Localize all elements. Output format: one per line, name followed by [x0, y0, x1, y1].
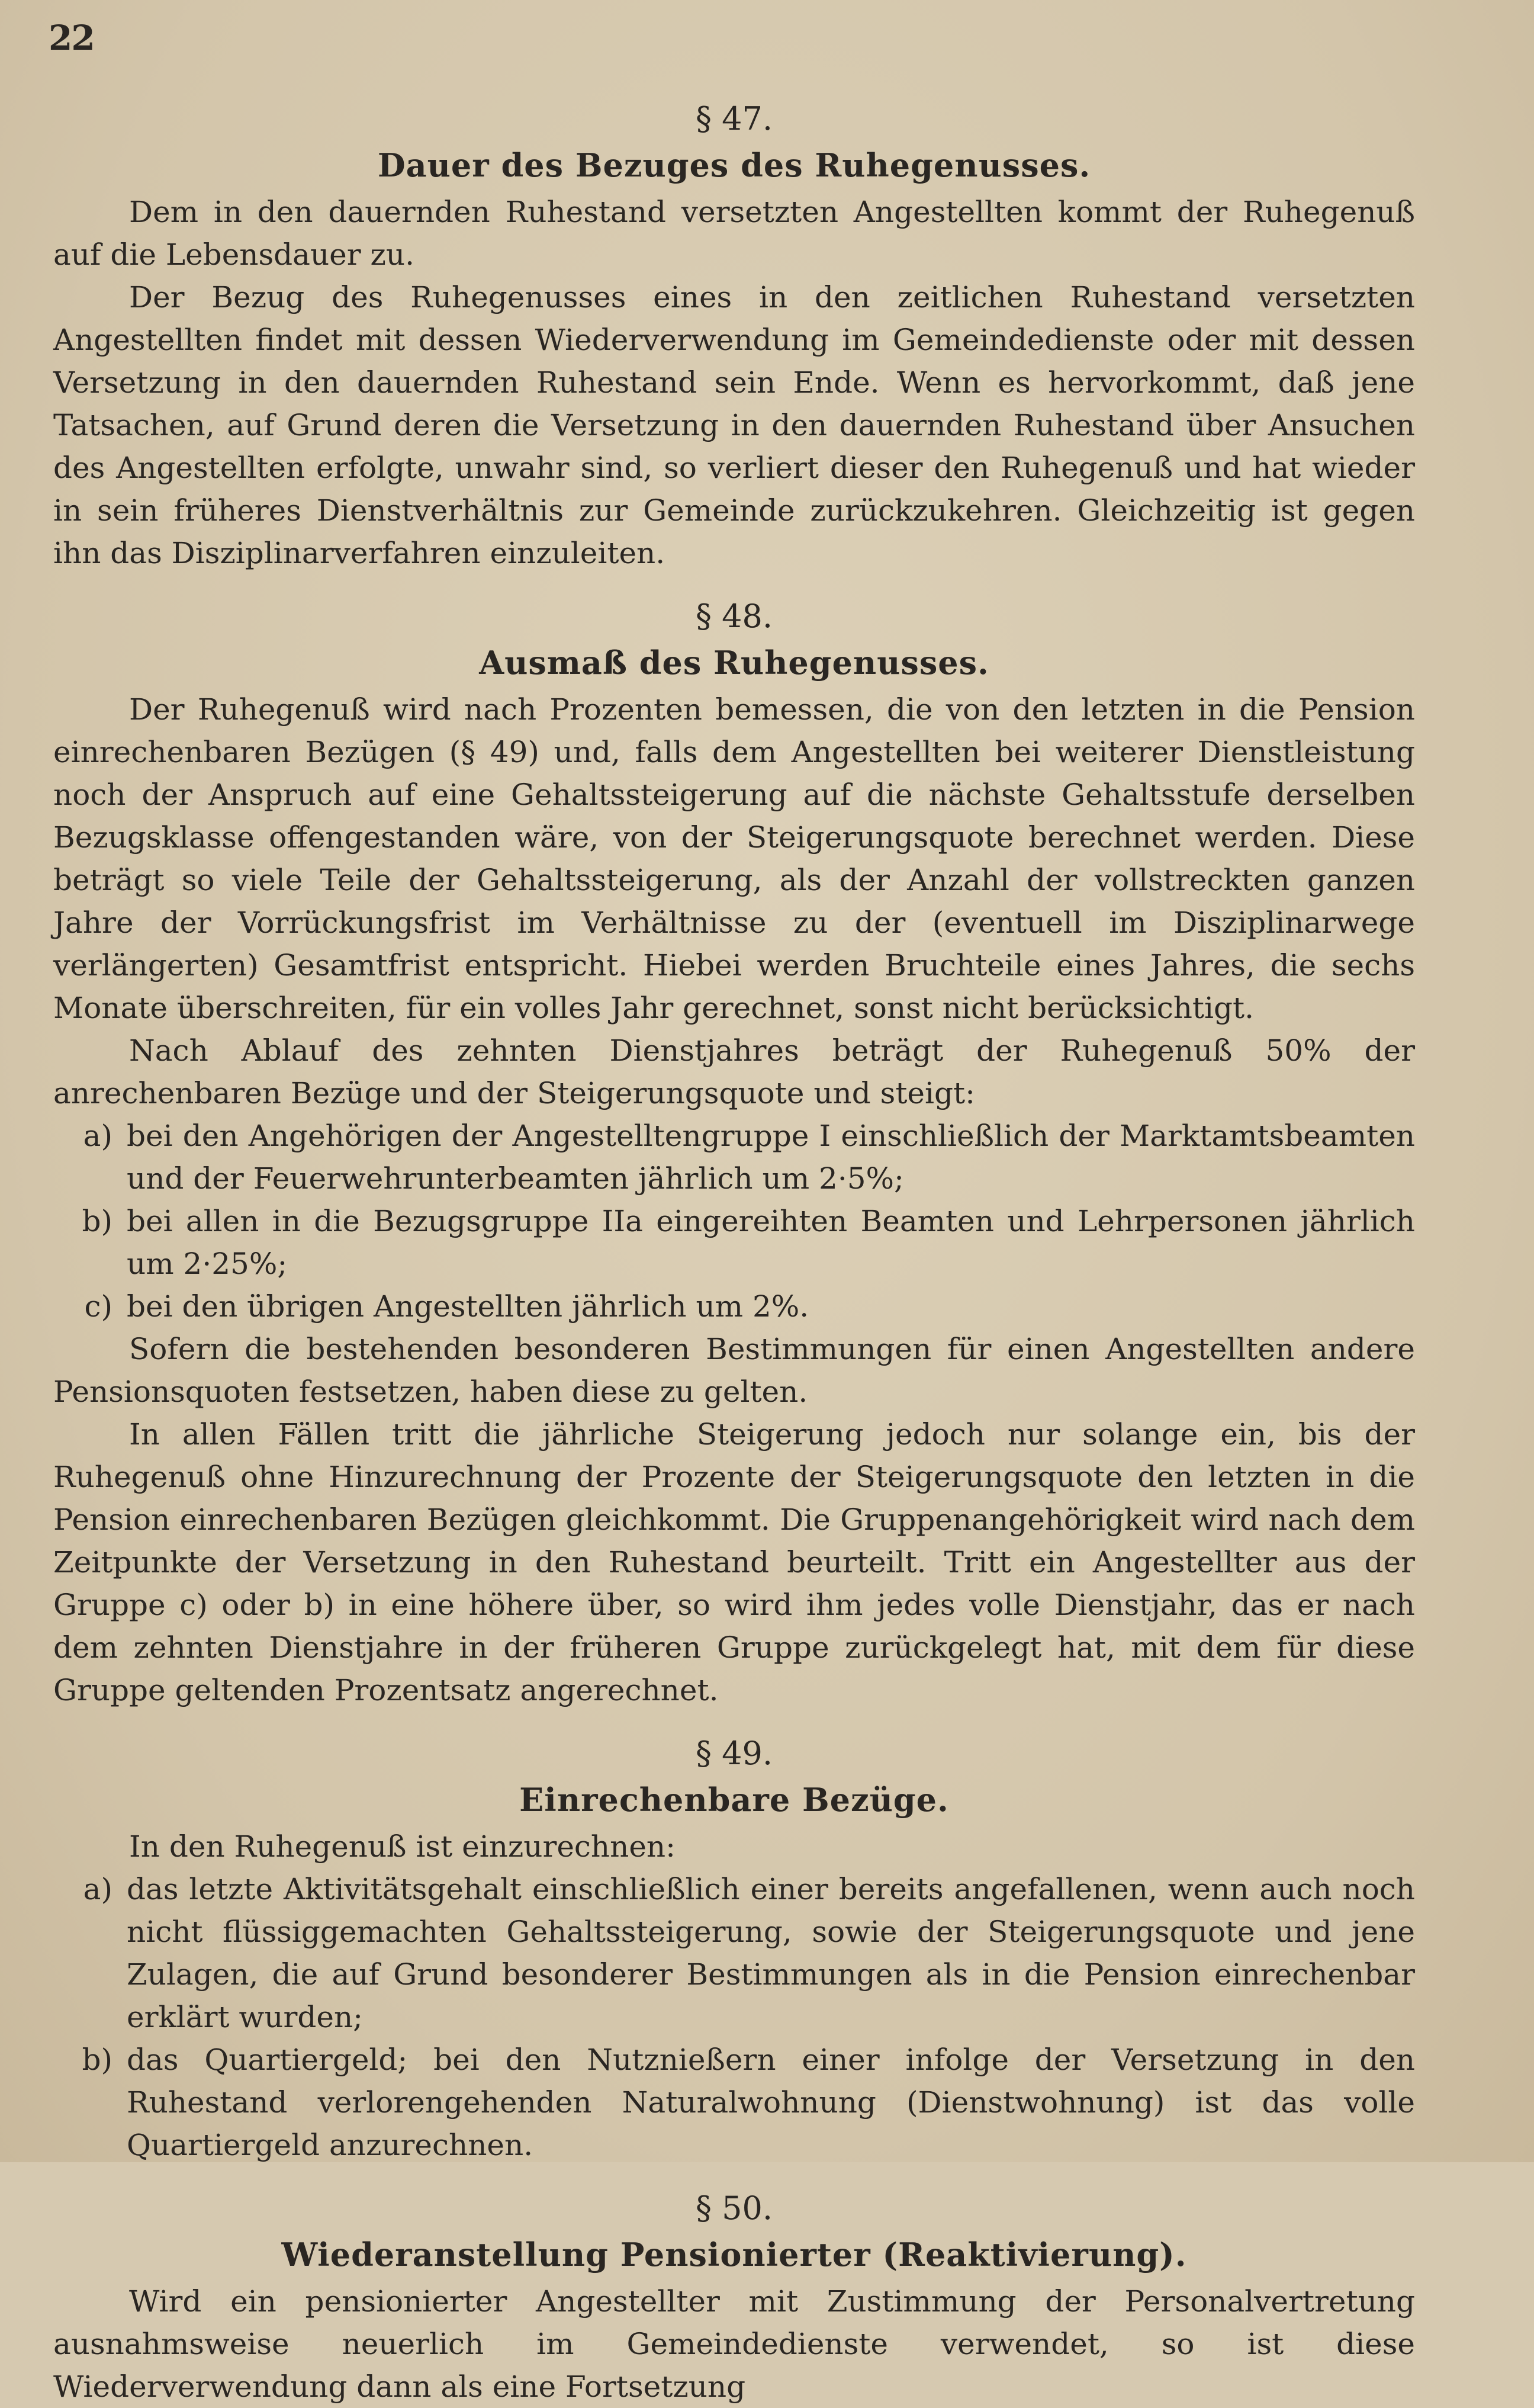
list-item [53, 1285, 1415, 1328]
paragraph: Dem in den dauernden Ruhestand versetzten Angestellten kommt der Ruhegenuß auf die Lebensdauer zu. [53, 195, 1415, 272]
page-content [53, 95, 1415, 2408]
section-48 [53, 592, 1415, 1712]
paragraph: In allen Fällen tritt die jährliche Steigerung jedoch nur solange ein, bis der Ruhegenuß ohne Hinzurechnung der Prozente der Steigerungsquote den letzten in die Pension einrechenbaren Bezügen gleichkommt. Die Gruppenangehörigkeit wird nach dem Zeitpunkte der Versetzung in den Ruhestand beurteilt. Tritt ein Angestellter aus der Gruppe c) oder b) in eine höhere über, so wird ihm jedes volle Dienstjahr, das er nach dem zehnten Dienstjahre in der früheren Gruppe zurückgelegt hat, mit dem für diese Gruppe geltenden Prozentsatz angerechnet. [53, 1417, 1415, 1707]
section-number: § 48. [695, 598, 773, 635]
list-item-label: c) [84, 1289, 112, 1324]
list-item-text: das Quartiergeld; bei den Nutznießern einer infolge der Versetzung in den Ruhestand verlorengehenden Naturalwohnung (Dienstwohnung) ist das volle Quartiergeld anzurechnen. [127, 2043, 1415, 2162]
list-item-label: b) [82, 1204, 112, 1238]
section-heading: Ausmaß des Ruhegenusses. [479, 644, 989, 682]
section-heading: Wiederanstellung Pensionierter (Reaktivierung). [281, 2236, 1187, 2274]
section-49 [53, 1729, 1415, 2166]
paragraph: In den Ruhegenuß ist einzurechnen: [129, 1829, 676, 1864]
paragraph: Sofern die bestehenden besonderen Bestimmungen für einen Angestellten andere Pensionsquoten festsetzen, haben diese zu gelten. [53, 1332, 1415, 1409]
paragraph: Nach Ablauf des zehnten Dienstjahres beträgt der Ruhegenuß 50% der anrechenbaren Bezüge und der Steigerungsquote und steigt: [53, 1033, 1415, 1110]
section-heading: Dauer des Bezuges des Ruhegenusses. [377, 146, 1091, 184]
list-item-text: das letzte Aktivitätsgehalt einschließlich einer bereits angefallenen, wenn auch noch nicht flüssiggemachten Gehaltssteigerung, sowie der Steigerungsquote und jene Zulagen, die auf Grund besonderer Bestimmungen als in die Pension einrechenbar erklärt wurden; [127, 1872, 1415, 2034]
list-item [53, 1868, 1415, 2038]
list-item [53, 2038, 1415, 2166]
section-number: § 49. [695, 1735, 773, 1772]
paragraph: Der Bezug des Ruhegenusses eines in den zeitlichen Ruhestand versetzten Angestellten findet mit dessen Wiederverwendung im Gemeindedienste oder mit dessen Versetzung in den dauernden Ruhestand sein Ende. Wenn es hervorkommt, daß jene Tatsachen, auf Grund deren die Versetzung in den dauernden Ruhestand über Ansuchen des Angestellten erfolgte, unwahr sind, so verliert dieser den Ruhegenuß und hat wieder in sein früheres Dienstverhältnis zur Gemeinde zurückzukehren. Gleichzeitig ist gegen ihn das Disziplinarverfahren einzuleiten. [53, 280, 1415, 570]
section-50 [53, 2184, 1415, 2408]
section-heading: Einrechenbare Bezüge. [519, 1781, 949, 1819]
list-item-label: b) [82, 2043, 112, 2077]
list-item-text: bei den Angehörigen der Angestelltengruppe I einschließlich der Marktamtsbeamten und der Feuerwehrunterbeamten jährlich um 2·5%; [127, 1119, 1415, 1196]
paragraph: Der Ruhegenuß wird nach Prozenten bemessen, die von den letzten in die Pension einrechenbaren Bezügen (§ 49) und, falls dem Angestellten bei weiterer Dienstleistung noch der Anspruch auf eine Gehaltssteigerung auf die nächste Gehaltsstufe derselben Bezugsklasse offengestanden wäre, von der Steigerungsquote berechnet werden. Diese beträgt so viele Teile der Gehaltssteigerung, als der Anzahl der vollstreckten ganzen Jahre der Vorrückungsfrist im Verhältnisse zu der (eventuell im Disziplinarwege verlängerten) Gesamtfrist entspricht. Hiebei werden Bruchteile eines Jahres, die sechs Monate überschreiten, für ein volles Jahr gerechnet, sonst nicht berücksichtigt. [53, 692, 1415, 1025]
list-item-text: bei allen in die Bezugsgruppe IIa eingereihten Beamten und Lehrpersonen jährlich um 2·25%; [127, 1204, 1415, 1281]
section-47 [53, 95, 1415, 574]
list-item [53, 1200, 1415, 1285]
list-item-label: a) [83, 1872, 112, 1906]
section-number: § 47. [695, 100, 773, 137]
list-item-text: bei den übrigen Angestellten jährlich um 2%. [127, 1289, 809, 1324]
list-item-label: a) [83, 1119, 112, 1153]
paragraph: Wird ein pensionierter Angestellter mit Zustimmung der Personalvertretung ausnahmsweise neuerlich im Gemeindedienste verwendet, so ist diese Wiederverwendung dann als eine Fortsetzung [53, 2284, 1415, 2404]
list-item [53, 1115, 1415, 1200]
section-number: § 50. [695, 2189, 773, 2227]
page-number: 22 [49, 18, 94, 58]
